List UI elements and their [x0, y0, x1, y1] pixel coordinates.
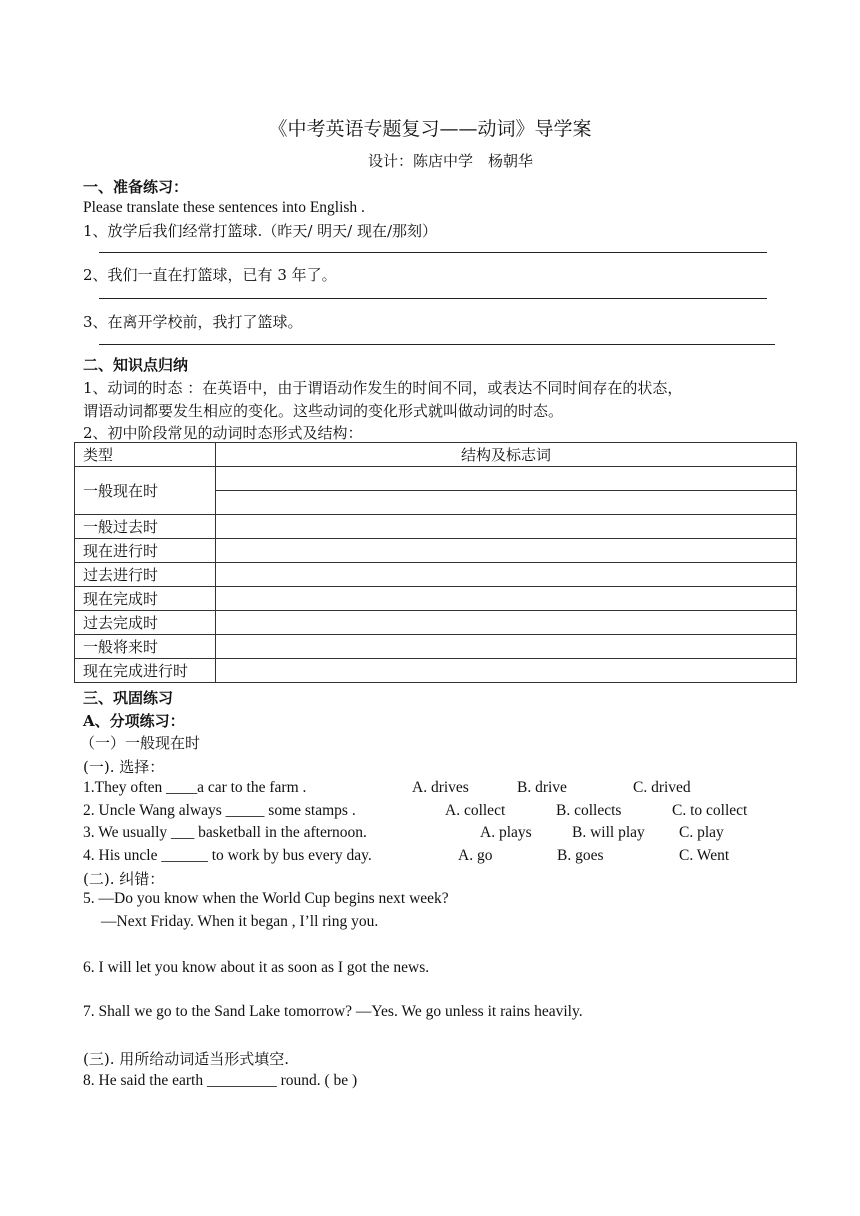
table-row [75, 587, 797, 611]
table-cell-structure [216, 611, 797, 635]
mc-question-2: 2. Uncle Wang always _____ some stamps . [83, 802, 356, 819]
table-cell-structure [216, 659, 797, 683]
table-row [75, 611, 797, 635]
table-row [75, 659, 797, 683]
table-row [75, 539, 797, 563]
mc-option-b: B. drive [517, 779, 567, 796]
table-cell-type: 一般过去时 [75, 515, 216, 539]
mc-option-a: A. plays [480, 824, 532, 841]
section1-instruction: Please translate these sentences into English . [83, 199, 365, 216]
table-cell-type: 现在进行时 [75, 539, 216, 563]
table-cell-structure [216, 587, 797, 611]
sub-exercise-heading: A、分项练习： [83, 712, 185, 730]
tense-definition-line1: 1、动词的时态 ：在英语中，由于谓语动作发生的时间不同，或表达不同时间存在的状态， [83, 379, 683, 397]
correction-question-5-line1: 5. —Do you know when the World Cup begins next week? [83, 890, 449, 907]
mc-option-c: C. drived [633, 779, 691, 796]
answer-line-2 [99, 298, 767, 299]
fill-in-part-label: (三). 用所给动词适当形式填空. [83, 1050, 290, 1068]
answer-line-1 [99, 252, 767, 253]
table-cell-structure [216, 539, 797, 563]
mc-option-c: C. play [679, 824, 724, 841]
table-cell-structure [216, 515, 797, 539]
tense-table [74, 442, 797, 683]
table-cell-structure [216, 491, 797, 515]
table-row [75, 563, 797, 587]
mc-option-a: A. go [458, 847, 493, 864]
choice-part-label: (一). 选择： [83, 758, 165, 776]
section1-heading: 一、准备练习： [83, 178, 189, 196]
table-cell-type: 现在完成进行时 [75, 659, 216, 683]
table-row [75, 467, 797, 491]
correction-question-6: 6. I will let you know about it as soon as I got the news. [83, 959, 430, 976]
tense-definition-line2: 谓语动词都要发生相应的变化。这些动词的变化形式就叫做动词的时态。 [83, 402, 564, 420]
mc-option-b: B. goes [557, 847, 604, 864]
tense-structure-intro: 2、初中阶段常见的动词时态形式及结构： [83, 424, 363, 442]
table-cell-type: 过去进行时 [75, 563, 216, 587]
table-header-structure: 结构及标志词 [216, 443, 797, 467]
document-title: 《中考英语专题复习——动词》导学案 [268, 118, 592, 140]
author-line: 设计：陈店中学 杨朝华 [368, 152, 534, 170]
table-cell-structure [216, 467, 797, 491]
table-cell-type: 一般现在时 [75, 467, 216, 515]
mc-option-c: C. to collect [672, 802, 748, 819]
mc-option-b: B. collects [556, 802, 622, 819]
mc-option-c: C. Went [679, 847, 730, 864]
table-row [75, 635, 797, 659]
mc-option-a: A. collect [445, 802, 506, 819]
table-cell-structure [216, 563, 797, 587]
mc-question-1: 1.They often ____a car to the farm . [83, 779, 307, 796]
section3-heading: 三、巩固练习 [83, 689, 174, 707]
mc-option-a: A. drives [412, 779, 469, 796]
correction-part-label: (二). 纠错： [83, 870, 165, 888]
section2-heading: 二、知识点归纳 [83, 356, 189, 374]
translate-item-3: 3、在离开学校前，我打了篮球。 [83, 313, 303, 331]
mc-question-4: 4. His uncle ______ to work by bus every day. [83, 847, 372, 864]
mc-option-b: B. will play [572, 824, 645, 841]
answer-line-3 [99, 344, 775, 345]
translate-item-2: 2、我们一直在打篮球，已有 3 年了。 [83, 266, 337, 284]
table-cell-type: 现在完成时 [75, 587, 216, 611]
table-header-type: 类型 [75, 443, 216, 467]
mc-question-3: 3. We usually ___ basketball in the afternoon. [83, 824, 367, 841]
table-cell-structure [216, 635, 797, 659]
correction-question-7: 7. Shall we go to the Sand Lake tomorrow? —Yes. We go unless it rains heavily. [83, 1003, 583, 1020]
table-cell-type: 过去完成时 [75, 611, 216, 635]
fill-in-question-8: 8. He said the earth _________ round. ( be ) [83, 1072, 358, 1089]
correction-question-5-line2: —Next Friday. When it began , I’ll ring you. [101, 913, 379, 930]
translate-item-1: 1、放学后我们经常打篮球.（昨天/ 明天/ 现在/那刻） [83, 222, 438, 240]
table-cell-type: 一般将来时 [75, 635, 216, 659]
sub-topic-heading: （一）一般现在时 [80, 734, 201, 752]
table-header-row [75, 443, 797, 467]
table-row [75, 515, 797, 539]
